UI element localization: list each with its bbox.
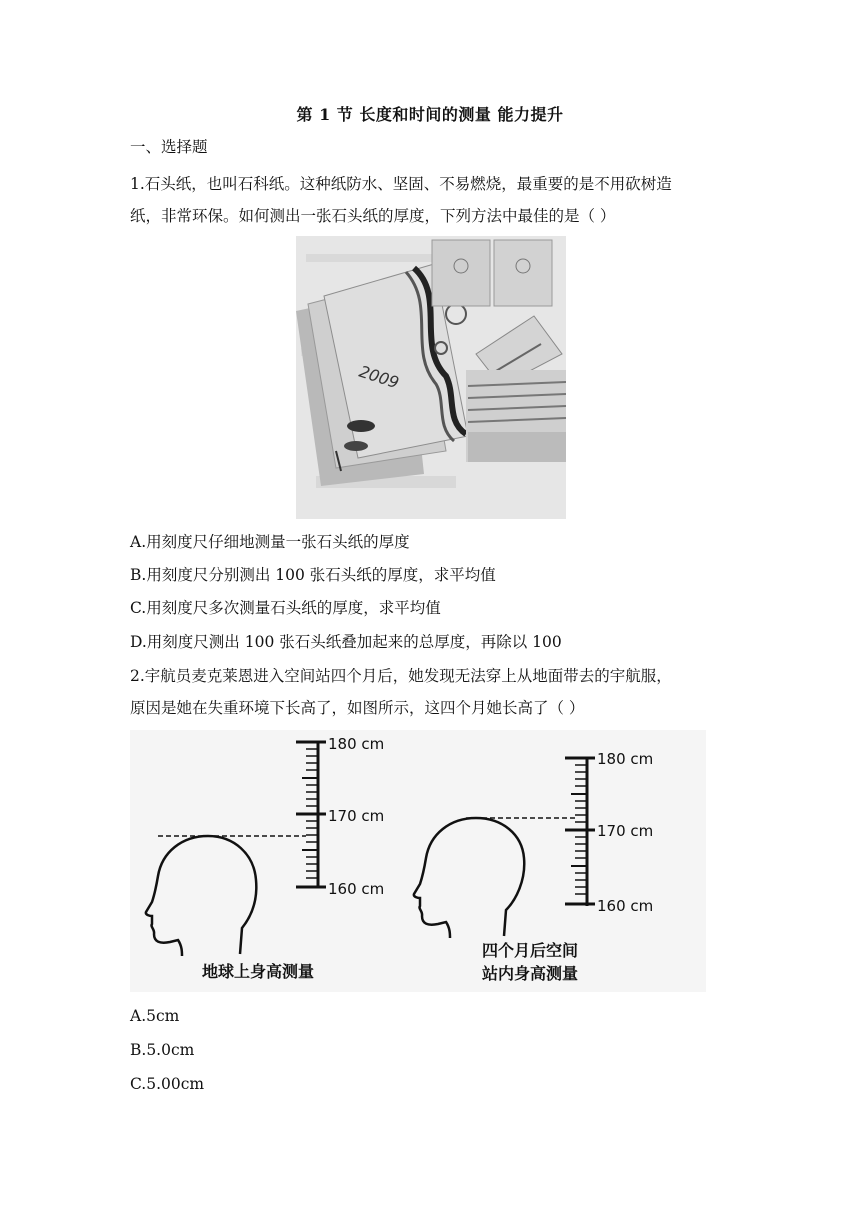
q1-option-d: D.用刻度尺测出 100 张石头纸叠加起来的总厚度，再除以 100 (130, 633, 562, 651)
q1-stem-line1: 1.石头纸，也叫石科纸。这种纸防水、坚固、不易燃烧，最重要的是不用砍树造 (130, 175, 672, 193)
right-caption-line2: 站内身高测量 (482, 964, 579, 983)
left-ruler-label-160: 160 cm (328, 880, 385, 898)
height-measurement-figure (130, 730, 706, 992)
left-caption: 地球上身高测量 (202, 962, 315, 981)
q2-option-a: A.5cm (130, 1007, 180, 1025)
q1-option-c: C.用刻度尺多次测量石头纸的厚度，求平均值 (130, 599, 441, 617)
left-ruler-label-170: 170 cm (328, 807, 385, 825)
right-ruler-label-180: 180 cm (597, 750, 654, 768)
right-caption-line1: 四个月后空间 (482, 941, 579, 960)
q1-option-a: A.用刻度尺仔细地测量一张石头纸的厚度 (130, 533, 410, 551)
q2-option-b: B.5.0cm (130, 1041, 195, 1059)
document-title: 第 1 节 长度和时间的测量 能力提升 (296, 105, 564, 124)
right-ruler-label-160: 160 cm (597, 897, 654, 915)
q2-stem-line2: 原因是她在失重环境下长高了，如图所示，这四个月她长高了（ ） (130, 699, 585, 717)
q1-option-b: B.用刻度尺分别测出 100 张石头纸的厚度，求平均值 (130, 566, 496, 584)
height-figure-svg (130, 730, 706, 992)
stone-paper-illustration (296, 236, 566, 519)
q1-stem-line2: 纸，非常环保。如何测出一张石头纸的厚度，下列方法中最佳的是（ ） (130, 207, 616, 225)
stone-paper-photo (296, 236, 566, 519)
section-heading: 一、选择题 (130, 138, 208, 156)
q2-stem-line1: 2.宇航员麦克莱恩进入空间站四个月后，她发现无法穿上从地面带去的宇航服， (130, 667, 672, 685)
right-ruler-label-170: 170 cm (597, 822, 654, 840)
left-ruler-label-180: 180 cm (328, 735, 385, 753)
book-cover-text: 2009 (356, 361, 402, 393)
q2-option-c: C.5.00cm (130, 1075, 205, 1093)
